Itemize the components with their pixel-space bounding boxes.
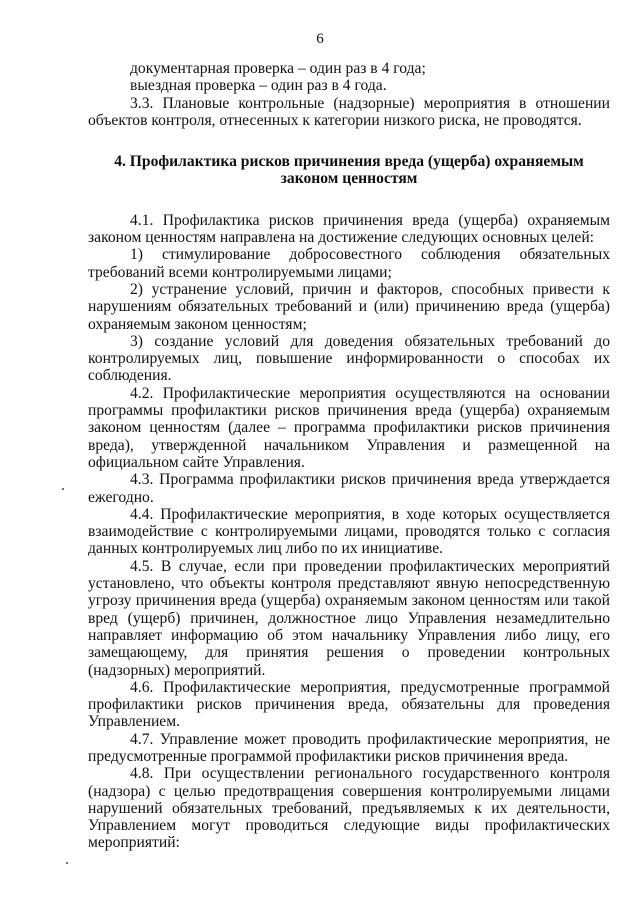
paragraph-4-3: 4.3. Программа профилактики рисков причинения вреда утверждается ежегодно. (88, 471, 610, 506)
page-number: 6 (316, 31, 324, 47)
paragraph-4-2: 4.2. Профилактические мероприятия осуществляются на основании программы профилактики рисков причинения вреда (ущерба) охраняемым законом ценностям (далее – программа профилактики рисков причинения вреда), утвержденной начальником Управления и размещенной на официальном сайте Управления. (88, 384, 610, 471)
scan-speck (66, 862, 68, 864)
paragraph-goal-1: 1) стимулирование добросовестного соблюдения обязательных требований всеми контролируемыми лицами; (88, 246, 610, 281)
paragraph-4-1: 4.1. Профилактика рисков причинения вреда (ущерба) охраняемым законом ценностям направлена на достижение следующих основных целей: (88, 211, 610, 247)
paragraph-3-3: 3.3. Плановые контрольные (надзорные) мероприятия в отношении объектов контроля, отнесенных к категории низкого риска, не проводятся. (88, 94, 610, 129)
section-heading-4: 4. Профилактика рисков причинения вреда (ущерба) охраняемым законом ценностям (114, 153, 584, 188)
paragraph-4-8: 4.8. При осуществлении регионального государственного контроля (надзора) с целью предотвращения совершения контролируемыми лицами нарушений обязательных требований, предъявляемых к их деятельности, Управлением могут проводиться следующие виды профилактических мероприятий: (88, 765, 610, 852)
paragraph-4-4: 4.4. Профилактические мероприятия, в ходе которых осуществляется взаимодействие с контролируемыми лицами, проводятся только с согласия данных контролируемых лиц либо по их инициативе. (88, 505, 610, 558)
paragraph-goal-2: 2) устранение условий, причин и факторов, способных привести к нарушениям обязательных требований и (или) причинению вреда (ущерба) охраняемым законом ценностям; (88, 280, 610, 333)
paragraph-goal-3: 3) создание условий для доведения обязательных требований до контролируемых лиц, повышение информированности о способах их соблюдения. (88, 332, 610, 385)
paragraph-4-6: 4.6. Профилактические мероприятия, предусмотренные программой профилактики рисков причинения вреда, обязательны для проведения Управлением. (88, 678, 610, 731)
paragraph-onsite-inspection: выездная проверка – один раз в 4 года. (130, 77, 387, 95)
paragraph-documentary-inspection: документарная проверка – один раз в 4 года; (130, 60, 426, 77)
paragraph-4-5: 4.5. В случае, если при проведении профилактических мероприятий установлено, что объекты контроля представляют явную непосредственную угрозу причинения вреда (ущерба) охраняемым законом ценностям или такой вред (ущерб) причинен, должностное лицо Управления незамедлительно направляет информацию об этом начальнику Управления либо лицу, его замещающему, для принятия решения о проведении контрольных (надзорных) мероприятий. (88, 557, 610, 679)
document-body (88, 60, 610, 852)
paragraph-4-7: 4.7. Управление может проводить профилактические мероприятия, не предусмотренные программой профилактики рисков причинения вреда. (88, 730, 610, 765)
scan-speck (62, 488, 64, 490)
